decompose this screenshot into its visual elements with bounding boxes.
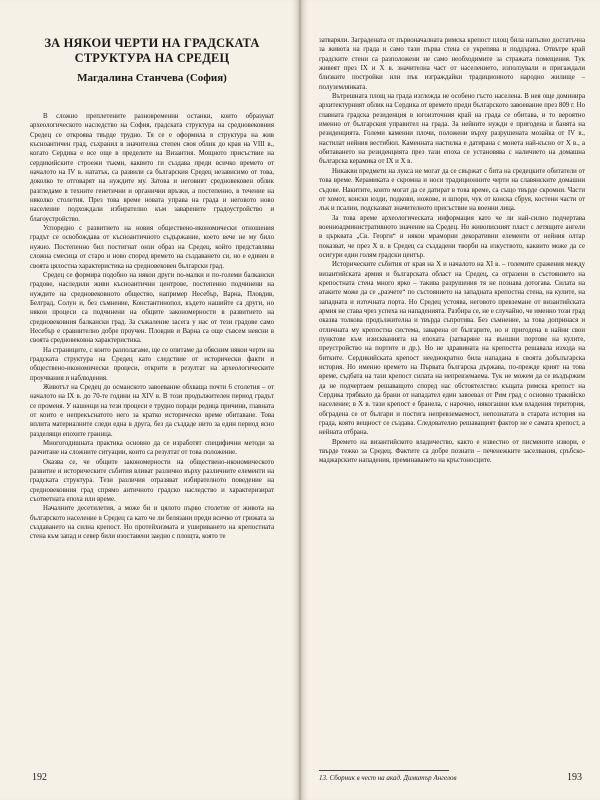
paragraph: Средец се формира подобно на някои други по-малки и по-големи балкански градове, наследили живи късноантични центрове, постепенно подчинени на нуждите на средновековното общество, например Несебър, Варна, Пловдив, Белград, Солун и, без съмнение, Константинопол, където нашийте са други, но някои процеси са подчинени на общите закономерности в развитието на средновековния балкански град. За съжаление засега у нас от тези градове само Несебър е сравнително добре проучен. Пловдив и Варна са още съвсем неясни в своята средновековна характеристика.: [30, 271, 274, 345]
paragraph: Никакви предмети на лукса не могат да се свържат с бита на средецките обитатели от това време. Керамиката е скромна и носи традиционните черти на славянските домашни съдове. Накитите, които могат да се датират в това време, са също твърде скромни. Части от хомот, конски юзди, подкови, ножове, и шпори, чук от конска сбруя, костени части от лък и псалии, подсказват значителното присъствие на военни лица.: [319, 167, 585, 213]
paragraph: затваряли. Заградената от първоначалната римска крепост площ била напълно достатъчна за живота на града и само тази първа стена се укрепява и поддържа. Отвътре край градските стени са разположени не само необходимите за стражата помещения. Тук живеят през IX и X в. значителна част от населението, използували и пригаждали близките постройки или пък изграждайки традиционното народно жилище – полуземлянката.: [319, 37, 585, 91]
paragraph: За това време археологическата информация като че ли най-силно подчертава военноадминистративното значение на Средец. Но живописният пласт с летящите ангели в църквата „Св. Георги“ и някои мраморни декоративни елементи от нейния олтар показват, че през X в. в Средец са създадени творби на изкуството, каквито може да се осигури един голям градски център.: [319, 214, 585, 259]
paragraph: Оказва се, че общите закономерности на обществено-икономическото развитие и историческите събития вливат различно върху различните елементи на градската структура. Тези различия отразяват избирателното поведение на средновековния град спрямо античното градско наследство и характеризират съответната епоха или време.: [30, 458, 274, 504]
page-number-left: 192: [32, 772, 47, 783]
paragraph: Животът на Средец до османското завоевание обхваща почти 6 столетия – от началото на IX в. до 70-те години на XIV в. В този продължителен период градът се променя. У нашенци на тези процеси е трудно поради редица причини, главната от които е непрекъснатото него за кратко историческо време обитаване. Това вплита материалните следи една в друга, без да създаде нито за един период ясно разделящи епохите граница.: [30, 383, 274, 438]
signature-footer: 13. Сборник в чест на акад. Димитър Ангелов: [319, 774, 457, 782]
page-number-right: 193: [567, 772, 582, 783]
paragraph: В сложно преплетените разновременни останки, които образуват археологическото наследство на София, градската структура на средновековния Средец се откроява твърде трудно. Тя се е оформила в структура на жив късноантичен град, съхранил в значителна степен своя облик до края на VIII в., когато Сердика е все още в пределите на Византия. Мощното присъствие на сердикийските строежи тъкми, каквито ги създава преди всичко времето от началото на IV в. нататък, са развили са българския Средец независимо от това, доколко те отговарят на нуждите му. Затова и неговият средновековен облик разгледаме в техните генетични и органични връзки, а постепенно, в течение на няколко столетия. През това време новата управа на града и неговото ново население подхождали избирателно към заварените градоустройство и благоустройство.: [30, 113, 274, 223]
article-author: Магдалина Станчева (София): [77, 72, 227, 84]
paragraph: Успоредно с развитието на новия обществено-икономически отношения градът се освобождава от късноантичното съдържание, което вече не му било нужно. Постепенно бил постигнат онзи образ на Средец, който представлява сложна смесица от старо и ново според времето на създаването си, но е единен в своята цялостна характеристика на средновековен български град.: [30, 225, 274, 270]
paragraph: Началните десетилетия, а може би и цялото първо столетие от живота на българското население в Средец са като че ли белязани преди всичко от грижата за създаването на силна крепост. Но протейхизмата и ушириването на крепостната стена към запад и север били изоставени заедно с площта, която те: [30, 505, 274, 541]
right-page: [301, 0, 600, 800]
paragraph: На страниците, с които разполагаме, ще се опитаме да обясним някои черти на градската структура на Средец като следствие от исторически факти и обществено-икономически процеси, открити в резултат на археологическите проучвания и наблюдения.: [30, 346, 274, 382]
right-body-text: [319, 36, 585, 752]
paragraph: Многогодишната практика основно да се изработят специфични методи за разчитане на сложните ситуации, които са резултат от това положение.: [30, 440, 274, 457]
article-title: [34, 36, 270, 66]
title-line-2: СТРУКТУРА НА СРЕДЕЦ: [74, 51, 230, 65]
footer-rule: [319, 770, 449, 771]
paragraph: Вътрешната площ на града изглежда не особено гъсто населена. В нея още доминира архитектурният облик на Сердика от времето преди българското завоевание през 809 г. Но главната градска резиденция в югоизточния край на града се обитава, и то вероятно именно от българския управител на града. За нейните нужди е пригодена и банята на резиденцията. Големи каменни плочи, положени върху разрушената мозайка от IV в., настилат нейния вестибюл. Каменната настилка е датирана с монета най-късно от X в., а обитаването на резиденцията през тази епоха се установява с наличието на домашна българска керамика от IX и X в.: [319, 93, 585, 166]
left-body-text: [30, 112, 274, 754]
left-page: [0, 0, 299, 800]
paragraph: Времето на византийското владичество, както е известно от писмените извори, е твърде тежко за Средец. Фактите са добре познати – печенежките заселвания, сръбско-маджарските нападения, преминаването на кръстоносците.: [319, 438, 585, 465]
title-line-1: ЗА НЯКОИ ЧЕРТИ НА ГРАДСКАТА: [44, 36, 260, 50]
paragraph: Историческите събития от края на X и началото на XI в. – големите сражения между византийската армия и българската област на Средец, са отразени в състоянието на крепостната стена много ярко – такива разрушения тя не познава дотогава. Силата на атаките може да се „разчете“ по състоянието на западната крепостна стена, на кулите, на западната и източната порта. Но Средец устоява, неговото превземане от византийската армия не става чрез успеха на нападенията. Разбира се, не е случайно, че именно този град оказва толкова продължителна и твърда съпротива. Без съмнение, за това допринася и отличната му крепостна система, заварена от българите, но и пригодена в найни свои пунктове към изискванията на епохата (затваряне на външни портове на кулите, преустройство на портите и др.). Но не здравината на крепостта решавала изхода на битките. Сердикийската крепост нееднократно била нападана в своята добълъгарска история. Но именно времето на Първата българска държава, по-прежде крият на това време, съдбата на тази крепост силата на непревземаема. Тук не можем да се въздържим да не подчертаем решаващото според нас обстоятелство: къщата римска крепост на Сердика трябвало да брани от нападател един завоевал от Рим град с основно тракийско население; в X в. тази крепост е бранела, с нарочно, някогашни към владения територия, обградена се от българи и постига непревземаемост, непознатата в старата история на града, която вещност се създава. Следователно решаващият фактор не е самата крепост, а нейната отбрана.: [319, 261, 585, 437]
